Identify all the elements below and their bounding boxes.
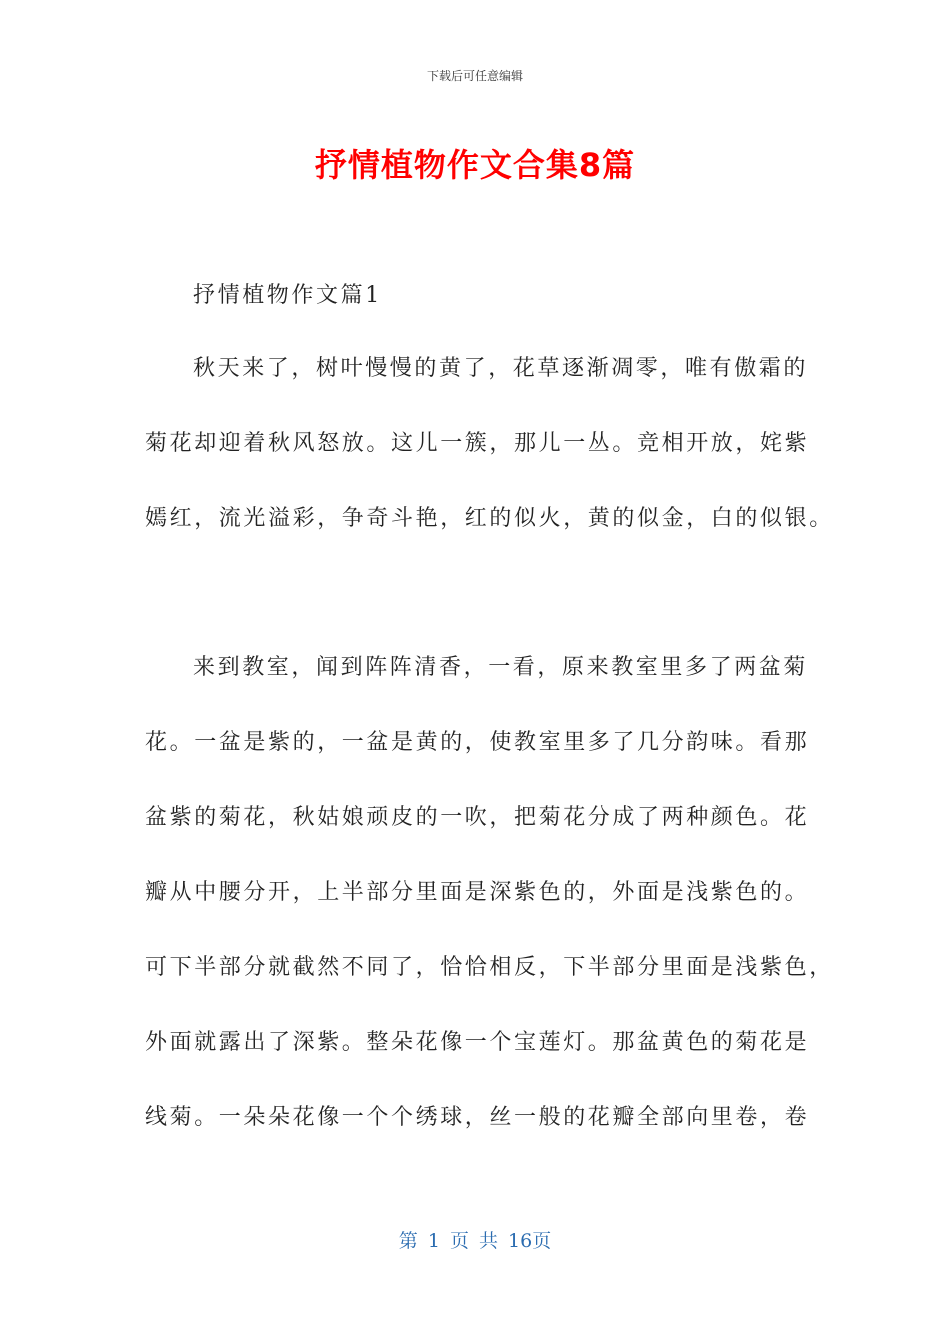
document-title: 抒情植物作文合集8篇 [314, 146, 636, 184]
page-number-footer: 第 1 页 共 16页 [398, 1230, 552, 1252]
paragraph-line: 来到教室，闻到阵阵清香，一看，原来教室里多了两盆菊 [193, 655, 809, 680]
paragraph-line: 菊花却迎着秋风怒放。这儿一簇，那儿一丛。竞相开放，姹紫 [145, 431, 810, 456]
paragraph-line: 嫣红，流光溢彩，争奇斗艳，红的似火，黄的似金，白的似银。 [145, 506, 834, 531]
paragraph-line: 秋天来了，树叶慢慢的黄了，花草逐渐凋零，唯有傲霜的 [193, 356, 809, 381]
paragraph-line: 可下半部分就截然不同了，恰恰相反，下半部分里面是浅紫色， [145, 955, 834, 980]
section-heading: 抒情植物作文篇1 [193, 283, 382, 308]
paragraph-line: 瓣从中腰分开，上半部分里面是深紫色的，外面是浅紫色的。 [145, 880, 810, 905]
paragraph-line: 线菊。一朵朵花像一个个绣球，丝一般的花瓣全部向里卷，卷 [145, 1105, 810, 1130]
paragraph-line: 盆紫的菊花，秋姑娘顽皮的一吹，把菊花分成了两种颜色。花 [145, 805, 810, 830]
paragraph-line: 花。一盆是紫的，一盆是黄的，使教室里多了几分韵味。看那 [145, 730, 810, 755]
paragraph-line: 外面就露出了深紫。整朵花像一个宝莲灯。那盆黄色的菊花是 [145, 1030, 810, 1055]
header-note: 下载后可任意编辑 [426, 69, 523, 83]
